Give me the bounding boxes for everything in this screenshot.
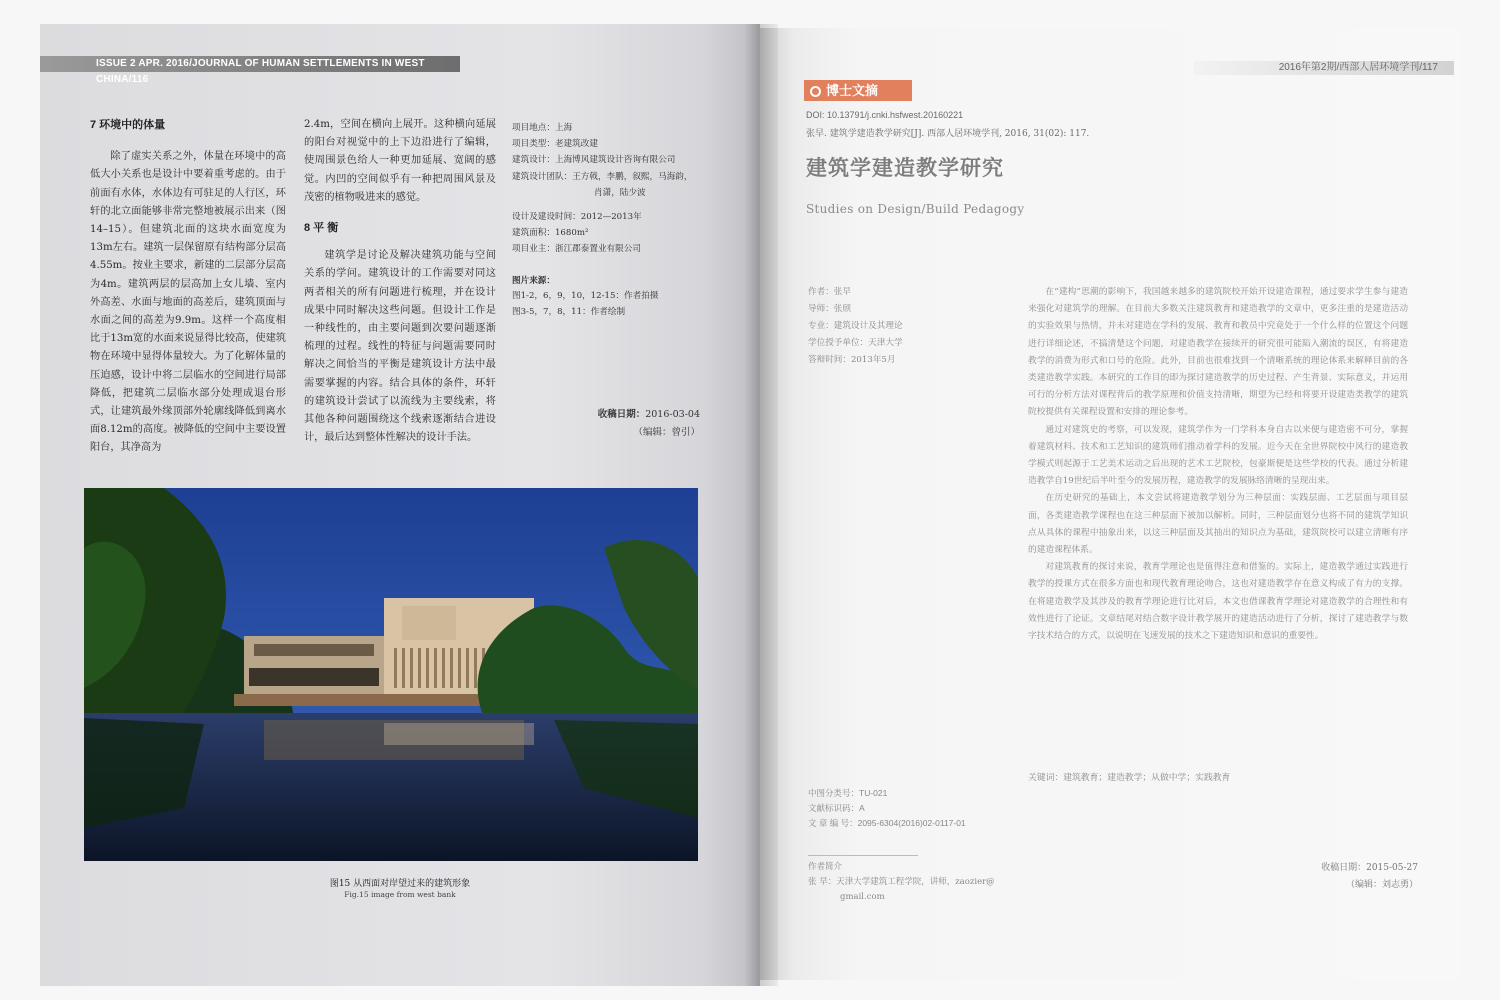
project-info-line: 设计及建设时间：2012—2013年 (512, 212, 642, 223)
project-info-line: 肖潇，陆少波 (594, 187, 646, 198)
author-info-line: 答辩时间：2013年5月 (808, 355, 896, 365)
figure-caption-en: Fig.15 image from west bank (344, 890, 456, 899)
project-info (512, 120, 712, 320)
received-label: 收稿日期： (597, 409, 646, 420)
abstract-paragraph: 通过对建筑史的考察，可以发现，建筑学作为一门学科本身自古以来便与建造密不可分，掌握着建筑材料、技术和工艺知识的建筑师们推动着学科的发展。近今天在全世界院校中风行的建造教学模式则起源于工艺美术运动之后出现的艺术工艺院校，包豪斯便是这些学校的代表。通过分析建造教学自19世纪后半叶至今的发展历程，建造教学的发展脉络清晰的呈现出来。 (1028, 424, 1408, 487)
running-head-left: ISSUE 2 APR. 2016/JOURNAL OF HUMAN SETTLEMENTS IN WEST CHINA/116 (40, 56, 460, 72)
author-info-line: 学位授予单位：天津大学 (808, 338, 903, 348)
section-7-continued: 2.4m，空间在横向上展开。这种横向延展的阳台对视觉中的上下边沿进行了编辑，使周围景色给人一种更加延展、宽阔的感觉。内凹的空间似乎有一种把周围风景及茂密的植物吸进来的感觉。 (304, 119, 496, 203)
column-1 (90, 116, 286, 458)
circle-icon (810, 86, 821, 97)
received-block-left (520, 406, 700, 442)
right-page (760, 28, 1460, 980)
classification-line: 中图分类号：TU-021 (808, 788, 888, 798)
keywords: 关键词：建筑教育；建造教学；从做中学；实践教育 (1028, 773, 1231, 783)
author-info (808, 284, 903, 369)
image-source-title: 图片来源： (512, 274, 555, 285)
abstract-paragraph: 在“建构”思潮的影响下，我国越来越多的建筑院校开始开设建造课程，通过要求学生参与建造来强化对建筑学的理解。在目前大多数关注建筑教育和建造教学的文章中，更多注重的是建造活动的实验效果与热情，并未对建造在学科的发展、教育和教员中究竟处于一个什么样的位置这个问题进行详细论述，不搞清楚这个问题，对建造教学在接续开的研究很可能陷入潮流的误区，有将建造教学的消费为形式和口号的危险。此外，目前也很难找到一个清晰系统的理论体系来解释目前的各类建造教学实践。本研究的工作目的即为探讨建造教学的历史过程、产生背景、实际意义，并运用可行的分析方法对课程背后的教学原理和价值支持清晰，期望为已经和将要开设建造类教学的建筑院校提供有关课程设置和安排的理论参考。 (1028, 287, 1408, 418)
building-photo (84, 488, 698, 861)
received-date: 2016-03-04 (645, 409, 700, 420)
doi: DOI: 10.13791/j.cnki.hsfwest.20160221 (806, 110, 964, 120)
author-bio-line: gmail.com (840, 892, 885, 902)
received-right: 收稿日期：2015-05-27 (1321, 863, 1418, 873)
figure-caption-cn: 图15 从西面对岸望过来的建筑形象 (329, 879, 471, 889)
building-photo-illustration (84, 488, 698, 861)
section-8-body: 建筑学是讨论及解决建筑功能与空间关系的学问。建筑设计的工作需要对同这两者相关的所有问题进行梳理，并在设计成果中同时解决这些问题。但设计工作是一种线性的，由主要问题到次要问题逐渐梳理的过程。线性的特征与问题需要同时解决之间恰当的平衡是建筑设计方法中最需要掌握的内容。结合具体的条件，环轩的建筑设计尝试了以流线为主要线索，将其他各种问题围绕这个线索逐渐结合进设计，最后达到整体性解决的设计手法。 (304, 250, 496, 444)
article-title-cn: 建筑学建造教学研究 (806, 156, 1004, 180)
editor-left: （编辑：曾引） (633, 427, 700, 438)
project-info-line: 项目地点：上海 (512, 123, 573, 133)
project-info-line: 建筑设计团队：王方戟，李鹏，叙熙，马海韵， (512, 171, 693, 182)
section-7-body: 除了虚实关系之外，体量在环境中的高低大小关系也是设计中要着重考虑的。由于前面有水体，水体边有可驻足的人行区，环轩的北立面能够非常完整地被展示出来（图14–15）。但建筑北面的这块水面宽度为13m左右。建筑一层保留原有结构部分层高4.55m。按业主要求，新建的二层部分层高为4m。建筑两层的层高加上女儿墙、室内外高差、水面与地面的高差后，建筑顶面与水面之间的高差为9.9m。这样一个高度相比于13m宽的水面来说显得比较高，使建筑物在环境中显得体量较大。为了化解体量的压迫感，设计中将二层临水的空间进行局部降低，把建筑二层临水部分处理成退台形式，让建筑最外缘顶部外轮廓线降低到离水面8.12m的高度。被降低的空间中主要设置阳台，其净高为 (90, 151, 286, 454)
left-page (40, 24, 760, 986)
section-7-title: 7 环境中的体量 (90, 119, 166, 131)
abstract-paragraph: 在历史研究的基础上，本文尝试将建造教学划分为三种层面：实践层面、工艺层面与项目层面，各类建造教学课程也在这三种层面下被加以解析。同时，三种层面划分也将不同的建筑学知识点从具体的课程中抽象出来，以这三种层面及其抽出的知识点为基础，建筑院校可以建立清晰有序的建造课程体系。 (1028, 493, 1408, 556)
classification-line: 文献标识码：A (808, 803, 865, 813)
classification-line: 文 章 编 号：2095-6304(2016)02-0117-01 (808, 818, 966, 828)
author-bio-line: 张 早：天津大学建筑工程学院，讲师，zaozier@ (808, 877, 995, 887)
article-title-en: Studies on Design/Build Pedagogy (806, 202, 1025, 216)
author-info-line: 导师：张颀 (808, 304, 851, 314)
column-badge (804, 80, 912, 101)
citation: 张早. 建筑学建造教学研究[J]. 西部人居环境学刊, 2016, 31(02): 117. (806, 129, 1090, 139)
project-info-line: 建筑面积：1680m² (512, 228, 589, 239)
abstract (1028, 284, 1408, 645)
editor-right: （编辑：刘志勇） (1345, 880, 1418, 890)
author-bio-title: 作者简介 (808, 862, 843, 872)
author-bio (808, 860, 995, 905)
author-info-line: 专业：建筑设计及其理论 (808, 321, 903, 331)
image-source-line: 图1-2，6，9，10，12-15：作者拍摄 (512, 290, 659, 301)
divider (808, 855, 918, 856)
received-block-right (1321, 860, 1418, 894)
classification (808, 786, 966, 831)
author-info-line: 作者：张早 (808, 287, 851, 297)
spine-shadow (744, 24, 778, 986)
abstract-paragraph: 对建筑教育的探讨来说，教育学理论也是值得注意和借鉴的。实际上，建造教学通过实践进行教学的授课方式在很多方面也和现代教育理论吻合，这也对建造教学存在意义构成了有力的支撑。在将建造教学及其涉及的教育学理论进行比对后，本文也借课教育学理论对建造教学的合理性和有效性进行了论证。文章结尾对结合数字设计教学展开的建造活动进行了分析，探讨了建造教学与数字技术结合的方式，以说明在飞速发展的技术之下建造知识和意识的重要性。 (1028, 562, 1408, 642)
section-8-title: 8 平 衡 (304, 222, 339, 235)
project-info-line: 项目类型：老建筑改建 (512, 139, 598, 150)
project-info-line: 项目业主：浙江郡泰置业有限公司 (512, 244, 641, 255)
column-2 (304, 116, 496, 447)
project-info-line: 建筑设计：上海博风建筑设计咨询有限公司 (512, 155, 676, 166)
running-head-right: 2016年第2期/西部人居环境学刊/117 (1194, 61, 1454, 75)
image-source-line: 图3-5，7，8，11：作者绘制 (512, 307, 626, 318)
badge-label: 博士文摘 (826, 83, 879, 98)
